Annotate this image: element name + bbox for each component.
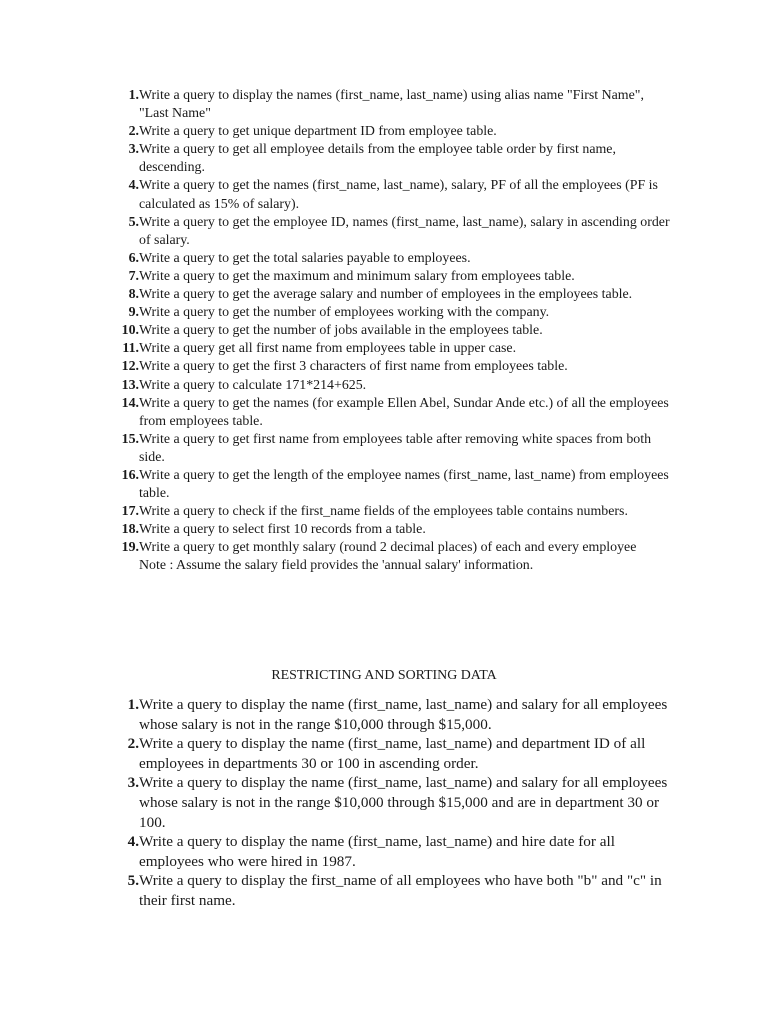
item-number: 17.	[121, 504, 139, 520]
item-number: 7.	[128, 268, 139, 284]
item-number: 13.	[121, 377, 139, 393]
item-text: Write a query to display the name (first_name, last_name) and salary for all employees whose salary is not in the range $10,000 through $15,000 and are in department 30 or 100.	[139, 774, 668, 831]
item-text: Write a query to get the names (for example Ellen Abel, Sundar Ande etc.) of all the employees from employees table.	[139, 395, 669, 429]
item-text	[139, 539, 674, 575]
item-text: Write a query to display the name (first_name, last_name) and hire date for all employees who were hired in 1987.	[139, 833, 615, 870]
list-item	[114, 177, 674, 213]
list-item	[114, 539, 674, 575]
list-item	[114, 734, 679, 773]
item-text: Write a query to get the maximum and minimum salary from employees table.	[139, 268, 575, 284]
item-number: 2.	[128, 124, 139, 140]
item-text: Write a query to calculate 171*214+625.	[139, 377, 367, 393]
list-item	[114, 773, 679, 832]
item-number: 9.	[128, 305, 139, 321]
item-number: 10.	[121, 323, 139, 339]
list-item	[114, 123, 674, 141]
list-item	[114, 503, 674, 521]
item-number: 2.	[127, 735, 139, 753]
item-number: 4.	[128, 178, 139, 194]
list-item	[114, 250, 674, 268]
item-text: Write a query to get the employee ID, names (first_name, last_name), salary in ascending order of salary.	[139, 214, 670, 248]
list-item	[114, 268, 674, 286]
item-text: Write a query to get the average salary and number of employees in the employees table.	[139, 287, 633, 303]
list-item	[114, 286, 674, 304]
item-text: Write a query to check if the first_name fields of the employees table contains numbers.	[139, 504, 628, 520]
item-number: 11.	[122, 341, 139, 357]
item-number: 3.	[128, 142, 139, 158]
item-number: 5.	[128, 214, 139, 230]
section-heading: RESTRICTING AND SORTING DATA	[271, 668, 497, 683]
list-item	[114, 214, 674, 250]
item-text: Write a query to display the name (first_name, last_name) and department ID of all employees in departments 30 or 100 in ascending order.	[139, 735, 646, 772]
item-text: Write a query to display the name (first_name, last_name) and salary for all employees whose salary is not in the range $10,000 through $15,000.	[139, 696, 668, 733]
item-number: 1.	[128, 88, 139, 103]
item-number: 15.	[121, 431, 139, 447]
item-text: Write a query to select first 10 records from a table.	[139, 522, 426, 538]
list-item	[114, 832, 679, 871]
item-text-main: Write a query to get monthly salary (round 2 decimal places) of each and every employee	[139, 540, 637, 556]
exercise-list	[114, 87, 674, 576]
item-number: 19.	[121, 540, 139, 556]
item-number: 8.	[128, 287, 139, 303]
item-text: Write a query to get the first 3 characters of first name from employees table.	[139, 359, 568, 375]
item-number: 4.	[127, 833, 139, 851]
item-number: 6.	[128, 250, 139, 266]
item-note: Note : Assume the salary field provides the 'annual salary' information.	[139, 558, 534, 574]
item-number: 12.	[121, 359, 139, 375]
list-item	[114, 431, 674, 467]
item-text: Write a query to get first name from employees table after removing white spaces from both side.	[139, 431, 652, 465]
list-item	[114, 377, 674, 395]
list-item	[114, 87, 674, 123]
list-item	[114, 395, 674, 431]
list-item	[114, 141, 674, 177]
item-number: 3.	[127, 774, 139, 792]
list-item	[114, 304, 674, 322]
item-text: Write a query to get unique department ID from employee table.	[139, 124, 497, 140]
list-item	[114, 695, 679, 734]
list-item	[114, 340, 674, 358]
item-number: 14.	[121, 395, 139, 411]
restricting-sorting-list	[114, 695, 679, 911]
item-text: Write a query to get the names (first_name, last_name), salary, PF of all the employees (PF is calculated as 15% of salary).	[139, 178, 658, 212]
item-number: 16.	[121, 467, 139, 483]
item-text: Write a query to display the names (first_name, last_name) using alias name "First Name", "Last Name"	[139, 88, 644, 122]
item-text: Write a query get all first name from employees table in upper case.	[139, 341, 517, 357]
item-text: Write a query to get the length of the employee names (first_name, last_name) from employees table.	[139, 467, 669, 502]
list-item	[114, 467, 674, 503]
list-item	[114, 521, 674, 539]
item-number: 18.	[121, 522, 139, 538]
list-item	[114, 322, 674, 340]
item-text: Write a query to get the number of jobs available in the employees table.	[139, 323, 543, 339]
item-number: 1.	[127, 696, 139, 713]
list-item	[114, 871, 679, 910]
item-text: Write a query to get all employee details from the employee table order by first name, descending.	[139, 142, 616, 176]
item-number: 5.	[127, 872, 139, 890]
item-text: Write a query to get the total salaries payable to employees.	[139, 250, 471, 266]
item-text: Write a query to display the first_name of all employees who have both "b" and "c" in their first name.	[139, 872, 662, 909]
list-item	[114, 358, 674, 376]
item-text: Write a query to get the number of employees working with the company.	[139, 305, 550, 321]
